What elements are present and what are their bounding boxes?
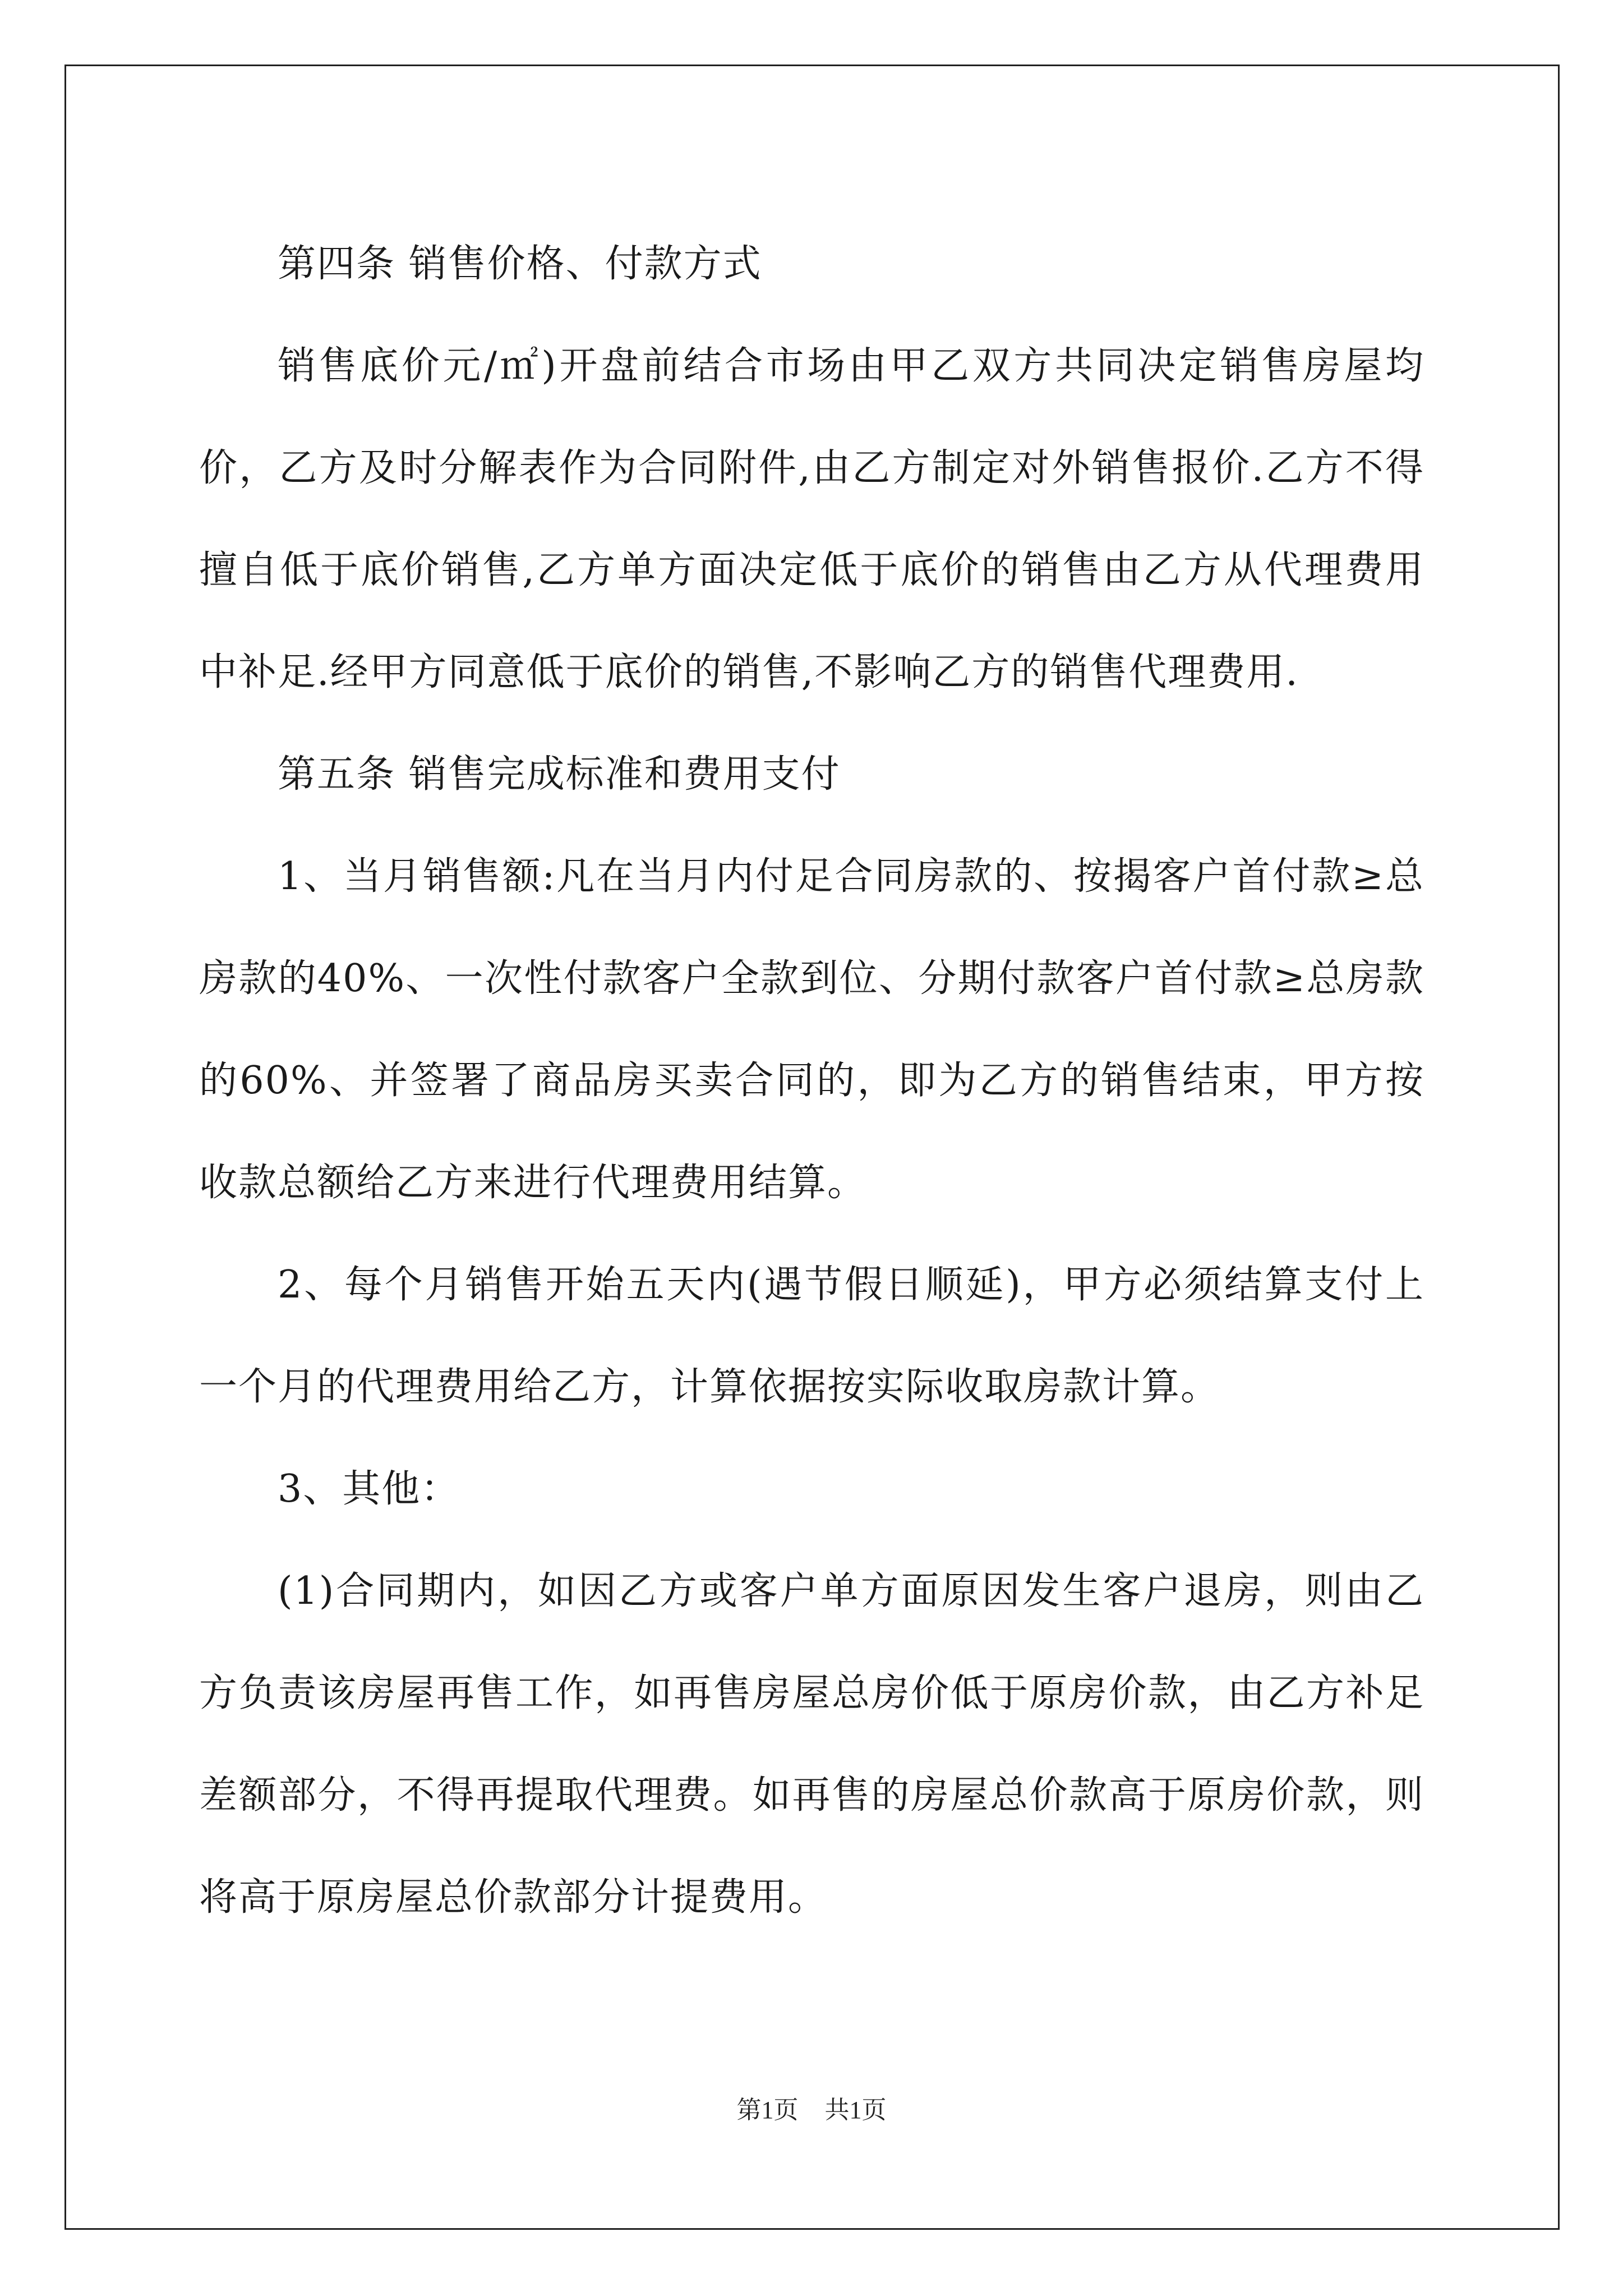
article-5-item-2: 2、每个月销售开始五天内(遇节假日顺延)，甲方必须结算支付上一个月的代理费用给乙方，计算依据按实际收取房款计算。	[199, 1263, 1424, 1409]
article-4-paragraph: 销售底价元/㎡)开盘前结合市场由甲乙双方共同决定销售房屋均价，乙方及时分解表作为合同附件,由乙方制定对外销售报价.乙方不得擅自低于底价销售,乙方单方面决定低于底价的销售由乙方从代理费用中补足.经甲方同意低于底价的销售,不影响乙方的销售代理费用.	[199, 344, 1424, 694]
article-4-heading: 第四条 销售价格、付款方式	[278, 242, 762, 286]
article-5-item-3-sub-1: (1)合同期内，如因乙方或客户单方面原因发生客户退房，则由乙方负责该房屋再售工作，如再售房屋总房价低于原房价款，由乙方补足差额部分，不得再提取代理费。如再售的房屋总价款高于原房价款，则将高于原房屋总价款部分计提费用。	[199, 1569, 1424, 1920]
article-5-heading: 第五条 销售完成标准和费用支付	[278, 752, 841, 797]
page-number-total: 共1页	[824, 2096, 887, 2124]
page-footer	[0, 2090, 1623, 2125]
page-number-current: 第1页	[736, 2096, 799, 2124]
document-body	[199, 213, 1424, 1949]
article-5-item-1: 1、当月销售额:凡在当月内付足合同房款的、按揭客户首付款≥总房款的40%、一次性付款客户全款到位、分期付款客户首付款≥总房款的60%、并签署了商品房买卖合同的，即为乙方的销售结束，甲方按收款总额给乙方来进行代理费用结算。	[199, 854, 1424, 1205]
article-5-item-3: 3、其他：	[278, 1467, 460, 1511]
